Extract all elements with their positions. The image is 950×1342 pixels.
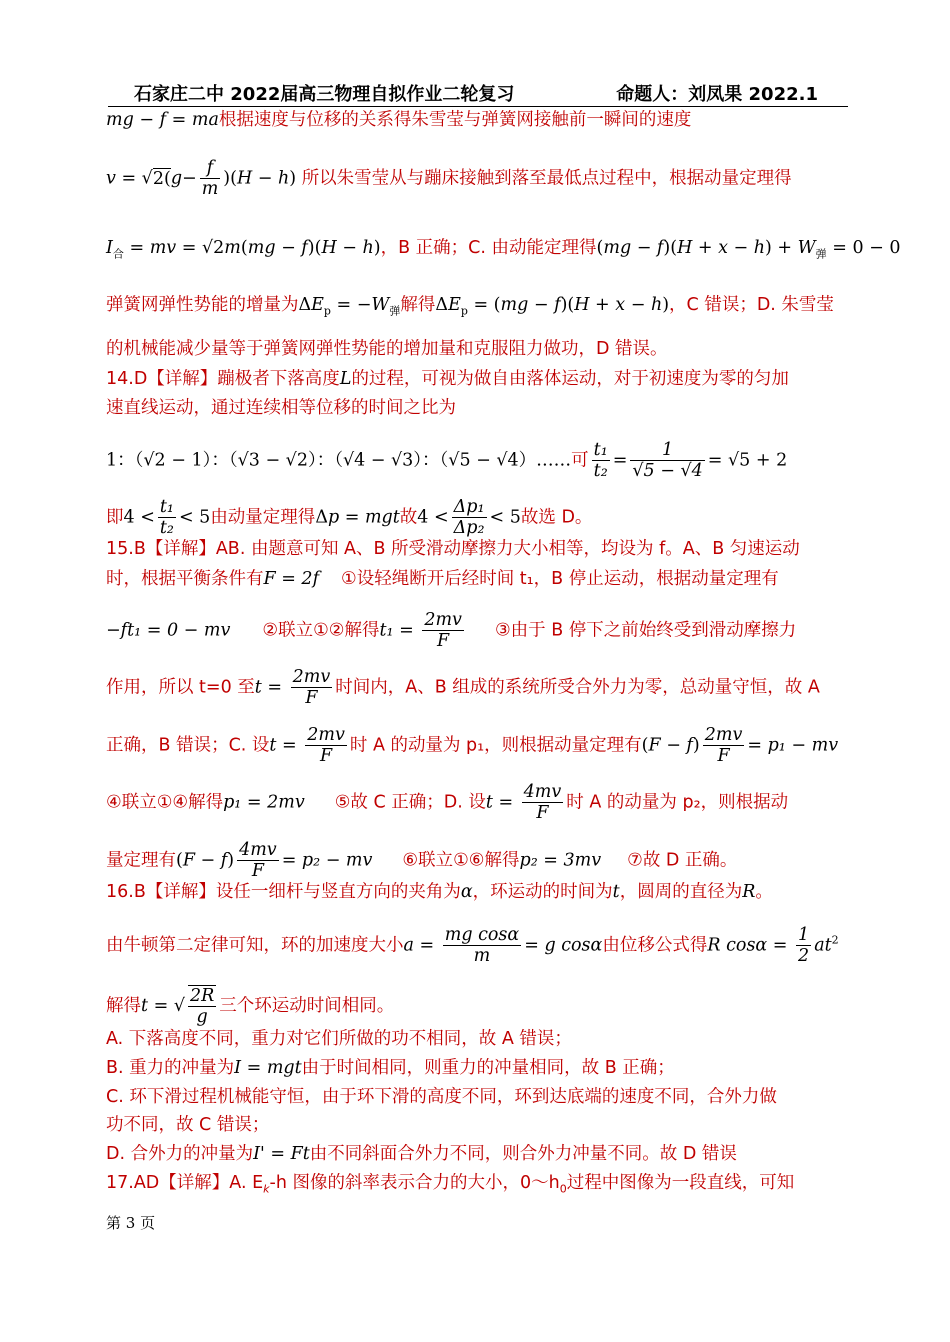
- text-line: A. 下落高度不同，重力对它们所做的功不相同，故 A 错误；: [106, 1029, 572, 1049]
- text-line: 正确，B 错误；C. 设t = $\frac{2mv}{F}$ 时 A 的动量为 p₁，则根据动量定理有(F − f) $\frac{2mv}{F}$ = p₁ − mv: [106, 725, 839, 766]
- text-line: 作用，所以 t=0 至t = $\frac{2mv}{F}$ 时间内，A、B 组成的系统所受合外力为零，总动量守恒，故 A: [106, 667, 820, 708]
- text-line: 16.B【详解】设任一细杆与竖直方向的夹角为α，环运动的时间为t，圆周的直径为R。: [106, 882, 773, 902]
- page-header: [108, 80, 848, 107]
- header-title: 石家庄二中 2022届高三物理自拟作业二轮复习: [134, 84, 515, 105]
- text-line: 速直线运动，通过连续相等位移的时间之比为: [106, 398, 456, 418]
- text-line: 弹簧网弹性势能的增量为$\Delta E_p = -W_弹$解得$\Delta E_p = (mg - f)(H + x - h)$，C 错误；D. 朱雪莹: [106, 295, 834, 318]
- text-line: 14.D【详解】蹦极者下落高度L的过程，可视为做自由落体运动，对于初速度为零的匀加: [106, 369, 789, 389]
- text-line: 由牛顿第二定律可知，环的加速度大小a = $\frac{\text{mg cosα}}{m}$ = g cosα由位移公式得R cosα = $\frac{1}{2}$ $at^2$: [106, 925, 839, 966]
- header-author: 命题人：刘凤果 2022.1: [616, 84, 818, 105]
- text-line: 功不同，故 C 错误；: [106, 1115, 270, 1135]
- text-line: mg − f = ma根据速度与位移的关系得朱雪莹与弹簧网接触前一瞬间的速度: [106, 110, 692, 130]
- text-line: D. 合外力的冲量为I' = Ft由不同斜面合外力不同，则合外力冲量不同。故 D 错误: [106, 1144, 737, 1164]
- text-line: 即4 < $\frac{\text{t₁}}{\text{t₂}}$ < 5由动量定理得Δp = mgt故4 < $\frac{\text{Δp₁}}{\text{Δp₂}}$ < 5故选 D。: [106, 497, 593, 538]
- text-line: ④联立①④解得p₁ = 2mv ⑤故 C 正确；D. 设t = $\frac{4mv}{F}$ 时 A 的动量为 p₂，则根据动: [106, 782, 789, 823]
- text-line: v = √2(g− $\frac{f}{m}$ )(H − h) 所以朱雪莹从与蹦床接触到落至最低点过程中，根据动量定理得: [106, 158, 792, 199]
- text-line: 量定理有(F − f) $\frac{4mv}{F}$ = p₂ − mv ⑥联立①⑥解得p₂ = 3mv ⑦故 D 正确。: [106, 840, 738, 881]
- text-line: 解得t = √ $\frac{2R}{g}$ 三个环运动时间相同。: [106, 986, 395, 1027]
- text-line: B. 重力的冲量为I = mgt由于时间相同，则重力的冲量相同，故 B 正确；: [106, 1058, 675, 1078]
- text-line: 1：（√2 − 1）：（√3 − √2）：（√4 − √3）：（√5 − √4）……可 $\frac{\text{t₁}}{\text{t₂}}$ = $\frac{1}{√5 - √4}$ = √5 + 2: [106, 440, 788, 481]
- page-number: 第 3 页: [106, 1214, 156, 1232]
- text-line: 17.AD【详解】A. $E_k-h$ 图像的斜率表示合力的大小，$0\sim h_0$过程中图像为一段直线，可知: [106, 1173, 795, 1196]
- text-line: 的机械能减少量等于弹簧网弹性势能的增加量和克服阻力做功，D 错误。: [106, 339, 668, 359]
- text-line: −ft₁ = 0 − mv ②联立①②解得t₁ = $\frac{2mv}{F}$ ③由于 B 停下之前始终受到滑动摩擦力: [106, 610, 797, 651]
- text-line: C. 环下滑过程机械能守恒，由于环下滑的高度不同，环到达底端的速度不同，合外力做: [106, 1087, 777, 1107]
- text-line: 15.B【详解】AB. 由题意可知 A、B 所受滑动摩擦力大小相等，均设为 f。A、B 匀速运动: [106, 539, 800, 559]
- text-line: 时，根据平衡条件有F = 2f ①设轻绳断开后经时间 t₁，B 停止运动，根据动量定理有: [106, 569, 779, 589]
- text-line: $I_合$ = mv = √2m(mg − f)(H − h)，B 正确；C. 由动能定理得$(mg - f)(H + x - h) + W_弹 = 0 - 0$: [106, 238, 901, 261]
